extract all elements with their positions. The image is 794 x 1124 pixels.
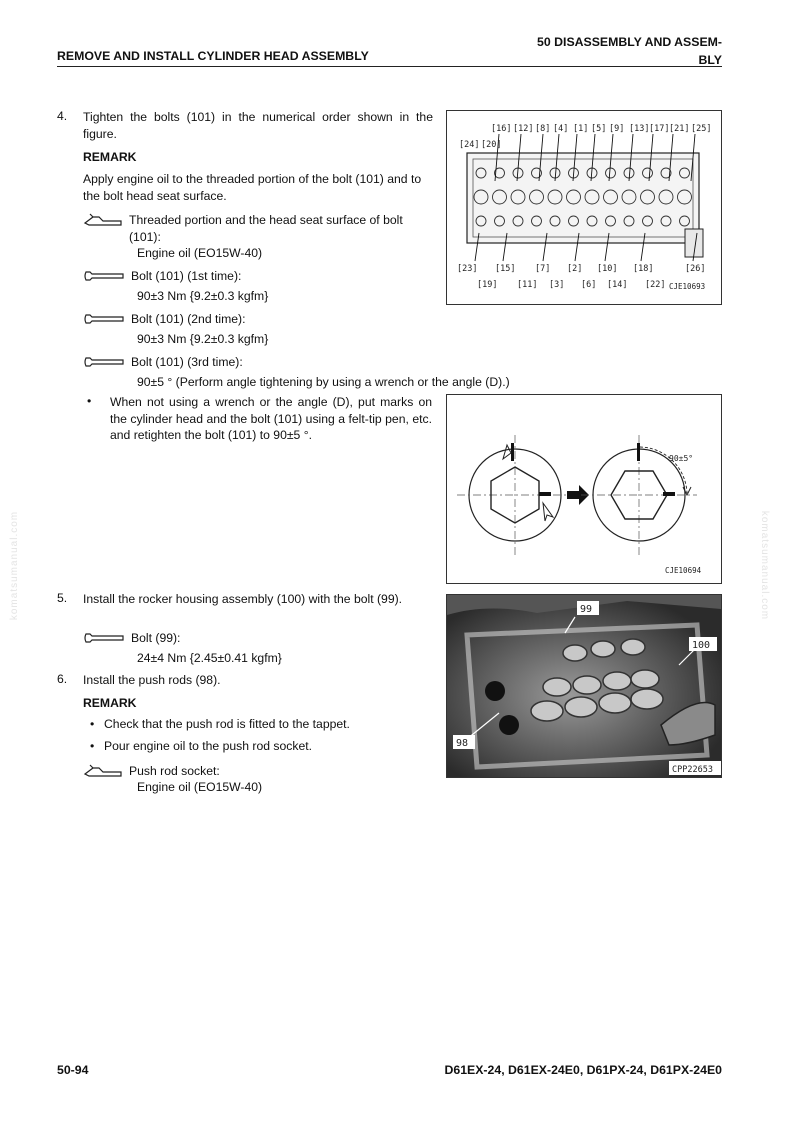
section-title: REMOVE AND INSTALL CYLINDER HEAD ASSEMBLY	[57, 49, 369, 63]
bolt-label: [19]	[477, 280, 498, 290]
oil-can-icon	[83, 764, 123, 778]
bolt-label: [3]	[549, 280, 565, 290]
step-4-remark-heading: REMARK	[83, 150, 137, 164]
step-6-oil-value: Engine oil (EO15W-40)	[137, 780, 263, 794]
step-6-oil-spec	[83, 763, 220, 780]
step-5-torque-label: Bolt (99):	[131, 631, 181, 645]
bolt-label: [18]	[633, 264, 654, 274]
wrench-icon	[83, 355, 125, 369]
step-6-bullet-1: Check that the push rod is fitted to the tappet.	[104, 717, 350, 731]
step-4-torque-3	[83, 354, 243, 371]
chapter-title-line2: BLY	[698, 53, 722, 67]
cylinder-head-diagram	[447, 111, 721, 304]
wrench-icon	[83, 312, 125, 326]
bolt-label: [16]	[491, 124, 512, 134]
step-4-oil-label: Threaded portion and the head seat surface of bolt (101):	[129, 213, 403, 244]
chapter-title-line1: 50 DISASSEMBLY AND ASSEM-	[537, 35, 722, 49]
step-5-text: Install the rocker housing assembly (100) with the bolt (99).	[83, 592, 403, 606]
figure-code: CJE10693	[669, 282, 706, 291]
bolt-label: [8]	[535, 124, 551, 134]
angle-diagram	[447, 395, 721, 583]
page-number: 50-94	[57, 1063, 89, 1077]
bolt-label: [9]	[609, 124, 625, 134]
step-4-remark-text: Apply engine oil to the threaded portion of the bolt (101) and to the bolt head seat surface.	[83, 172, 422, 203]
bolt-label: [15]	[495, 264, 516, 274]
step-4-text: Tighten the bolts (101) in the numerical order shown in the figure.	[83, 110, 433, 141]
figure-code: CJE10694	[665, 566, 702, 575]
oil-can-icon	[83, 213, 123, 227]
chapter-title	[537, 33, 722, 69]
step-6-text: Install the push rods (98).	[83, 673, 221, 687]
bolt-label: [1]	[573, 124, 589, 134]
figure-bolt-order	[446, 110, 722, 305]
step-5-number: 5.	[57, 591, 68, 605]
bolt-label: [2]	[567, 264, 583, 274]
step-4-torque-2-value: 90±3 Nm {9.2±0.3 kgfm}	[137, 332, 269, 346]
header-rule	[57, 66, 722, 67]
callout-98: 98	[456, 738, 469, 749]
step-4-torque-3-label: Bolt (101) (3rd time):	[131, 355, 243, 369]
wrench-icon	[83, 269, 125, 283]
bolt-label: [7]	[535, 264, 551, 274]
step-4-torque-2	[83, 311, 245, 328]
bullet-dot: •	[87, 394, 92, 408]
bolt-label: [11]	[517, 280, 538, 290]
figure-angle-tightening	[446, 394, 722, 584]
bullet-dot: •	[90, 739, 95, 753]
step-4-torque-1	[83, 268, 241, 285]
bolt-label: [14]	[607, 280, 628, 290]
step-4-torque-1-value: 90±3 Nm {9.2±0.3 kgfm}	[137, 289, 269, 303]
step-6-bullet-2: Pour engine oil to the push rod socket.	[104, 739, 312, 753]
step-4-torque-2-label: Bolt (101) (2nd time):	[131, 312, 246, 326]
wrench-icon	[83, 631, 125, 645]
step-4-number: 4.	[57, 109, 68, 123]
step-4-oil-spec	[83, 212, 433, 245]
callout-99: 99	[580, 604, 593, 615]
bolt-label: [21]	[669, 124, 690, 134]
engine-photo	[447, 595, 721, 777]
step-5-torque	[83, 630, 180, 647]
step-5-torque-value: 24±4 Nm {2.45±0.41 kgfm}	[137, 651, 282, 665]
bolt-label: [26]	[685, 264, 706, 274]
model-list: D61EX-24, D61EX-24E0, D61PX-24, D61PX-24E0	[444, 1063, 722, 1077]
bullet-dot: •	[90, 717, 95, 731]
bolt-label: [20]	[481, 140, 502, 150]
bolt-label: [5]	[591, 124, 607, 134]
bolt-label: [12]	[513, 124, 534, 134]
bolt-label: [24]	[459, 140, 480, 150]
step-6-oil-label: Push rod socket:	[129, 764, 220, 778]
step-6-number: 6.	[57, 672, 68, 686]
step-4-torque-1-label: Bolt (101) (1st time):	[131, 269, 242, 283]
bolt-label: [25]	[691, 124, 712, 134]
angle-label: 90±5°	[669, 454, 694, 463]
callout-100: 100	[692, 640, 711, 651]
bolt-label: [23]	[457, 264, 478, 274]
bolt-label: [4]	[553, 124, 569, 134]
bolt-label: [10]	[597, 264, 618, 274]
step-6-remark-heading: REMARK	[83, 696, 137, 710]
bolt-label: [17]	[649, 124, 670, 134]
figure-code: CPP22653	[672, 765, 713, 775]
step-4-oil-value: Engine oil (EO15W-40)	[137, 246, 263, 260]
figure-rocker-housing-photo	[446, 594, 722, 778]
step-4-bullet-text: When not using a wrench or the angle (D), put marks on the cylinder head and the bolt (101) using a felt-tip pen, etc. and retighten the bolt (101) to 90±5 °.	[110, 395, 432, 442]
watermark-left: komatsumanual.com	[9, 510, 21, 621]
step-4-torque-3-value: 90±5 ° (Perform angle tightening by using a wrench or the angle (D).)	[137, 375, 510, 389]
bolt-label: [22]	[645, 280, 666, 290]
bolt-label: [6]	[581, 280, 597, 290]
watermark-right: komatsumanual.com	[759, 510, 771, 621]
bolt-label: [13]	[629, 124, 650, 134]
